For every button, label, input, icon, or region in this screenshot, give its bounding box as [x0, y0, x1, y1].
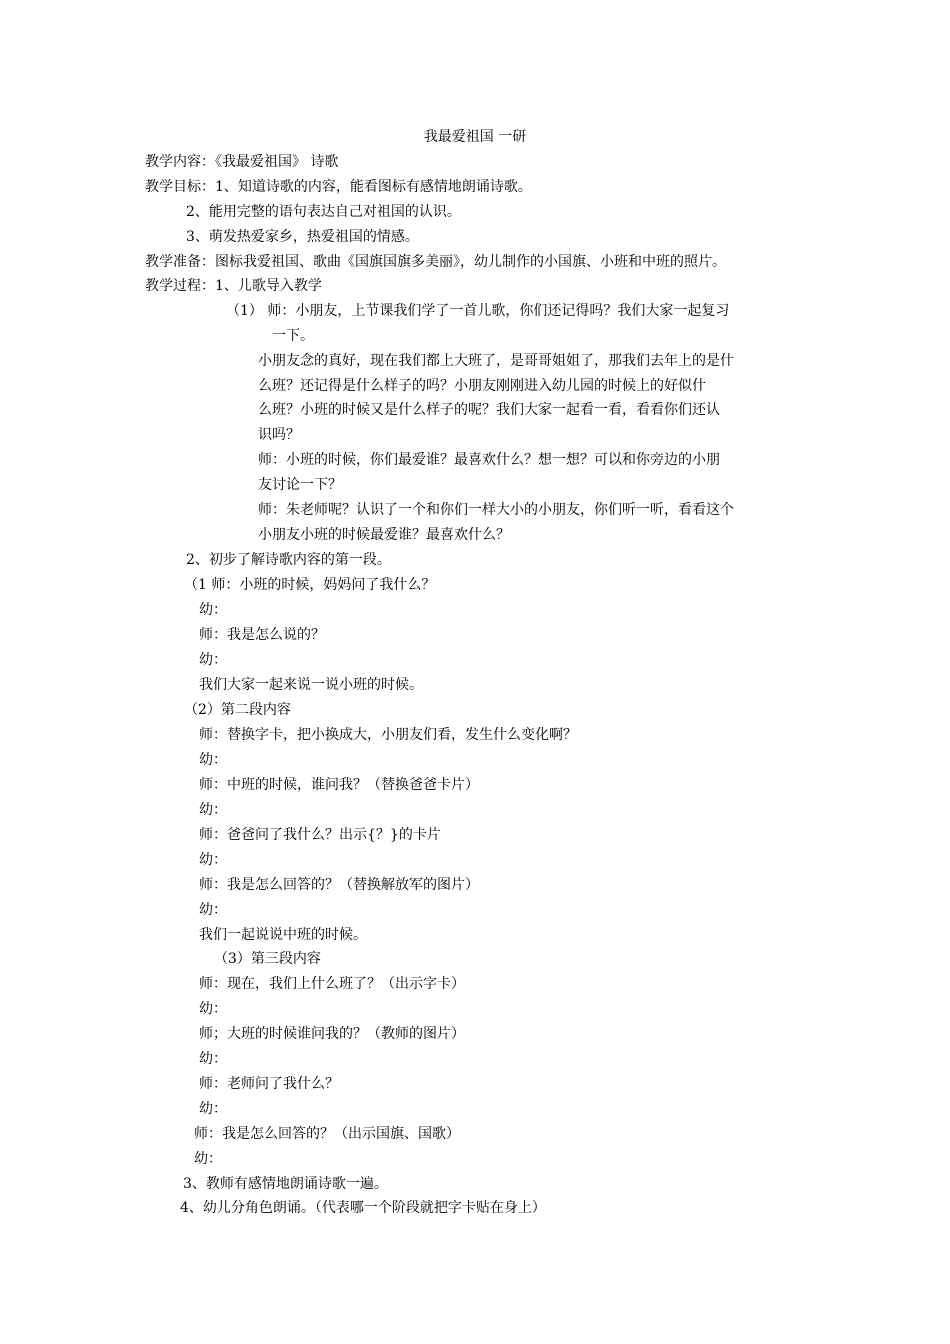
text-line: 2、初步了解诗歌内容的第一段。 — [186, 552, 391, 568]
text-line: 4、幼儿分角色朗诵。（代表哪一个阶段就把字卡贴在身上） — [180, 1200, 546, 1216]
text-line: 教学内容：《我最爱祖国》 诗歌 — [145, 154, 339, 170]
text-line: 小朋友小班的时候最爱谁？最喜欢什么？ — [258, 527, 510, 543]
text-line: （1 师：小班的时候，妈妈问了我什么？ — [184, 577, 436, 593]
text-line: 师：我是怎么说的？ — [199, 627, 325, 643]
text-line: 师：爸爸问了我什么？出示{？}的卡片 — [199, 827, 441, 843]
text-line: 3、萌发热爱家乡，热爱祖国的情感。 — [186, 229, 419, 245]
text-line: 识吗？ — [258, 427, 300, 443]
text-line: 一下。 — [272, 328, 314, 344]
text-line: 幼： — [199, 902, 227, 918]
text-line: 么班？小班的时候又是什么样子的呢？我们大家一起看一看，看看你们还认 — [258, 402, 720, 418]
text-line: 幼： — [199, 652, 227, 668]
text-line: 幼： — [199, 802, 227, 818]
text-line: 师：小班的时候，你们最爱谁？最喜欢什么？想一想？可以和你旁边的小朋 — [258, 452, 720, 468]
text-line: 小朋友念的真好，现在我们都上大班了，是哥哥姐姐了，那我们去年上的是什 — [258, 353, 734, 369]
text-line: 我们大家一起来说一说小班的时候。 — [199, 677, 423, 693]
text-line: 么班？还记得是什么样子的吗？小朋友刚刚进入幼儿园的时候上的好似什 — [258, 378, 706, 394]
document-title: 我最爱祖国 一研 — [423, 129, 527, 145]
text-line: （3）第三段内容 — [214, 951, 321, 967]
text-line: 师：我是怎么回答的？（出示国旗、国歌） — [194, 1126, 460, 1142]
text-line: 教学准备：图标我爱祖国、歌曲《国旗国旗多美丽》，幼儿制作的小国旗、小班和中班的照片。 — [145, 254, 726, 270]
text-line: 幼： — [199, 852, 227, 868]
text-line: 2、能用完整的语句表达自己对祖国的认识。 — [186, 204, 461, 220]
text-line: （2）第二段内容 — [184, 702, 291, 718]
text-line: 3、教师有感情地朗诵诗歌一遍。 — [183, 1176, 388, 1192]
text-line: 幼： — [199, 602, 227, 618]
text-line: 师：老师问了我什么？ — [199, 1076, 339, 1092]
text-line: （1） 师：小朋友，上节课我们学了一首儿歌，你们还记得吗？我们大家一起复习 — [226, 303, 730, 319]
text-line: 师：我是怎么回答的？（替换解放军的图片） — [199, 877, 479, 893]
text-line: 友讨论一下？ — [258, 477, 342, 493]
text-line: 幼： — [194, 1151, 222, 1167]
text-line: 师：替换字卡，把小换成大，小朋友们看，发生什么变化啊？ — [199, 727, 577, 743]
text-line: 教学过程：1、儿歌导入教学 — [145, 278, 322, 294]
text-line: 师：朱老师呢？认识了一个和你们一样大小的小朋友，你们听一听，看看这个 — [258, 502, 734, 518]
text-line: 幼： — [199, 1101, 227, 1117]
text-line: 幼： — [199, 1001, 227, 1017]
text-line: 幼： — [199, 1051, 227, 1067]
text-line: 我们一起说说中班的时候。 — [199, 927, 367, 943]
text-line: 师；大班的时候谁问我的？（教师的图片） — [199, 1026, 465, 1042]
text-line: 师：中班的时候，谁问我？（替换爸爸卡片） — [199, 777, 479, 793]
text-line: 师：现在，我们上什么班了？（出示字卡） — [199, 976, 465, 992]
text-line: 教学目标：1、知道诗歌的内容，能看图标有感情地朗诵诗歌。 — [145, 179, 532, 195]
text-line: 幼： — [199, 752, 227, 768]
